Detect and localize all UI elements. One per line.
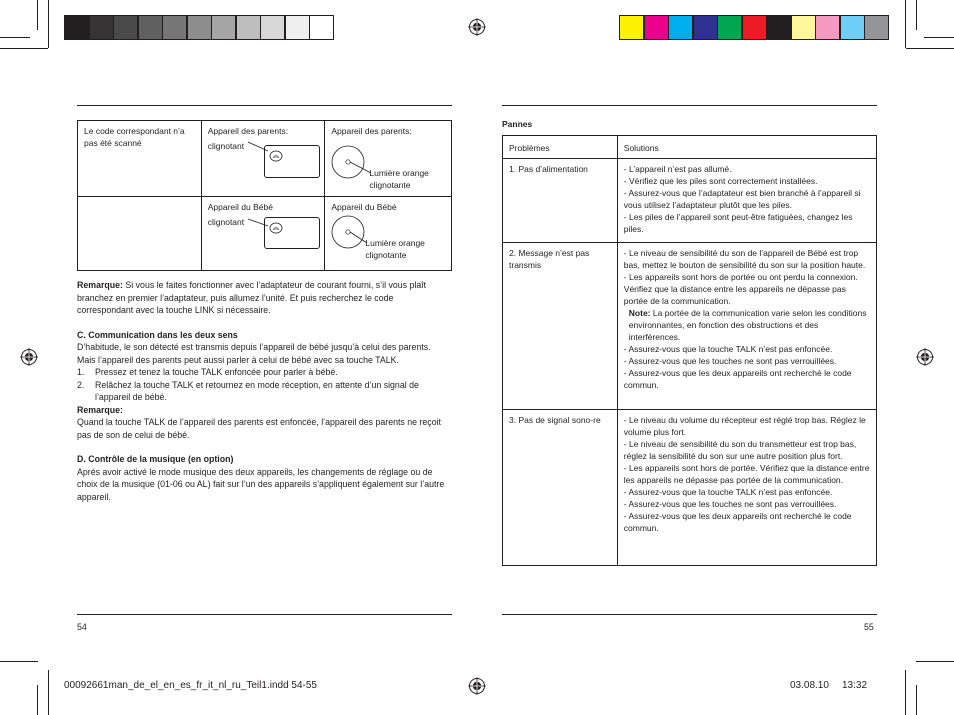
section-d-heading: D. Contrôle de la musique (en option) bbox=[77, 454, 234, 464]
registration-mark-icon bbox=[468, 18, 486, 36]
color-swatch bbox=[260, 15, 285, 40]
slug-time: 13:32 bbox=[842, 680, 868, 691]
color-swatch bbox=[211, 15, 236, 40]
crop-mark bbox=[37, 0, 38, 30]
table-cell-baby-display: Appareil du Bébé clignotant bbox=[201, 197, 325, 271]
remarque-paragraph: Remarque: Si vous le faites fonctionner avec l’adaptateur de courant fourni, s’il vous plaît branchez en premier l’adaptateur, puis allumez l’unité. Et puis recherchez le code correspondant avec la touche LINK si nécessaire. bbox=[77, 280, 427, 315]
page-number-right: 55 bbox=[864, 622, 874, 632]
problem-cell: 1. Pas d’alimentation bbox=[503, 159, 618, 243]
section-c-heading: C. Communication dans les deux sens bbox=[77, 329, 238, 340]
registration-mark-icon bbox=[916, 348, 934, 366]
color-swatch bbox=[791, 15, 816, 40]
color-swatch bbox=[815, 15, 840, 40]
led-label: Lumière orange clignotante bbox=[365, 238, 425, 260]
color-swatch bbox=[717, 15, 742, 40]
crop-mark bbox=[48, 670, 49, 715]
left-body-text bbox=[77, 279, 452, 503]
table-cell-baby-led: Appareil du Bébé Lumière orange clignotante bbox=[325, 197, 452, 271]
section-d-paragraph: Après avoir activé le mode musique des deux appareils, les changements de réglage ou de choix de la musique (01-06 ou AL) fait sur l’un des appareils s’appliquent également sur l’autre appareil. bbox=[77, 466, 445, 502]
solutions-cell: - L’appareil n’est pas allumé. - Vérifiez que les piles sont correctement installées. - Assurez-vous que l’adaptateur est bien branché à l’appareil si vous utilisez l’adaptateur plutôt que les piles. - Les piles de l’appareil sont peut-être fatiguées, changez les piles. bbox=[617, 159, 876, 243]
list-item: 2. Relâchez la touche TALK et retournez en mode réception, en attente d’un signal de l’appareil de bébé. bbox=[77, 379, 419, 402]
color-swatch bbox=[742, 15, 767, 40]
registration-mark-icon bbox=[20, 348, 38, 366]
color-swatch bbox=[162, 15, 187, 40]
column-header: Problèmes bbox=[503, 136, 618, 159]
problem-cell: 2. Message n’est pas transmis bbox=[503, 243, 618, 410]
lcd-display-icon bbox=[264, 145, 320, 178]
crop-mark bbox=[0, 661, 38, 662]
color-swatch bbox=[668, 15, 693, 40]
section-c-paragraph: D’habitude, le son détecté est transmis depuis l’appareil de bébé jusqu’à celui des parents. bbox=[77, 342, 431, 352]
header-rule-right bbox=[502, 105, 877, 106]
crop-mark bbox=[916, 685, 917, 715]
color-swatch bbox=[644, 15, 669, 40]
remarque-paragraph: Quand la touche TALK de l’appareil des parents est enfoncée, l’appareil des parents ne reçoit pas de son de celui de bébé. bbox=[77, 417, 442, 440]
signal-icon bbox=[268, 149, 284, 163]
color-swatch bbox=[309, 15, 334, 40]
note-paragraph: Note: La portée de la communication varie selon les conditions environnantes, en fonction des obstructions et des interférences. bbox=[628, 308, 867, 342]
signal-icon bbox=[268, 221, 284, 235]
solutions-cell: - Le niveau du volume du récepteur est réglé trop bas. Réglez le volume plus fort. - Le niveau de sensibilité du son du transmetteur est trop bas, réglez la sensibilité du son sur une autre position plus fort. - Les appareils sont hors de portée. Vérifiez que la distance entre les appareils ne dépasse pas portée de la communication. - Assurez-vous que la touche TALK n’est pas enfoncée. - Assurez-vous que les touches ne sont pas verrouillées. - Assurez-vous que les deux appareils ont recherché le code commun. bbox=[617, 410, 876, 566]
color-swatch bbox=[864, 15, 889, 40]
color-swatch bbox=[138, 15, 163, 40]
table-cell-parent-display: Appareil des parents: clignotant bbox=[201, 121, 325, 197]
color-swatch bbox=[236, 15, 261, 40]
section-c-paragraph: Mais l’appareil des parents peut aussi parler à celui de bébé avec sa touche TALK. bbox=[77, 354, 399, 365]
table-cell-empty bbox=[78, 197, 202, 271]
header-rule-left bbox=[77, 105, 452, 106]
pointer-line bbox=[248, 218, 270, 228]
color-swatch bbox=[840, 15, 865, 40]
crop-mark bbox=[916, 661, 954, 662]
problem-cell: 3. Pas de signal sono-re bbox=[503, 410, 618, 566]
list-item: 1. Pressez et tenez la touche TALK enfoncée pour parler à bébé. bbox=[77, 367, 338, 377]
slug-filename: 00092661man_de_el_en_es_fr_it_nl_ru_Teil1.indd 54-55 bbox=[64, 680, 317, 691]
solutions-cell: - Le niveau de sensibilité du son de l’appareil de Bébé est trop bas, mettez le bouton de sensibilité du son sur la position haute. - Les appareils sont hors de portée ou ont perdu la connexion. Vérifiez que la distance entre les appareils ne dépasse pas portée de la communication. Note: La portée de la communication varie selon les conditions environnantes, en fonction des obstructions et des interférences. - Assurez-vous que la touche TALK n’est pas enfoncée. - Assurez-vous que les touches ne sont pas verrouillées. - Assurez-vous que les deux appareils ont recherché le code commun. bbox=[617, 243, 876, 410]
pointer-line bbox=[248, 141, 270, 153]
crop-mark bbox=[905, 0, 906, 48]
remarque-heading: Remarque: bbox=[77, 404, 123, 415]
section-title: Pannes bbox=[502, 119, 533, 129]
color-swatch bbox=[285, 15, 310, 40]
troubleshooting-table bbox=[502, 135, 877, 566]
registration-mark-icon bbox=[468, 677, 486, 695]
crop-mark bbox=[48, 0, 49, 48]
footer-rule-left bbox=[77, 614, 452, 615]
column-header: Solutions bbox=[617, 136, 876, 159]
crop-mark bbox=[906, 48, 954, 49]
clignotant-label: clignotant bbox=[207, 141, 245, 151]
led-label: Lumière orange clignotante bbox=[369, 168, 429, 190]
crop-mark bbox=[37, 685, 38, 715]
crop-mark bbox=[905, 670, 906, 715]
crop-mark bbox=[0, 48, 48, 49]
color-swatch bbox=[89, 15, 114, 40]
crop-mark bbox=[0, 37, 30, 38]
page-number-left: 54 bbox=[77, 622, 87, 632]
color-swatch bbox=[64, 15, 89, 40]
table-cell-parent-led: Appareil des parents: Lumière orange clignotante bbox=[325, 121, 452, 197]
lcd-display-icon bbox=[264, 217, 320, 249]
crop-mark bbox=[924, 37, 954, 38]
color-swatch bbox=[693, 15, 718, 40]
slug-date: 03.08.10 bbox=[790, 680, 829, 691]
color-swatch bbox=[187, 15, 212, 40]
crop-mark bbox=[916, 0, 917, 30]
clignotant-label: clignotant bbox=[207, 217, 245, 227]
color-swatch bbox=[766, 15, 791, 40]
color-swatch bbox=[113, 15, 138, 40]
table-cell-problem: Le code correspondant n’a pas été scanné bbox=[78, 121, 202, 197]
footer-rule-right bbox=[502, 614, 877, 615]
color-swatch bbox=[619, 15, 644, 40]
link-status-table bbox=[77, 120, 452, 271]
